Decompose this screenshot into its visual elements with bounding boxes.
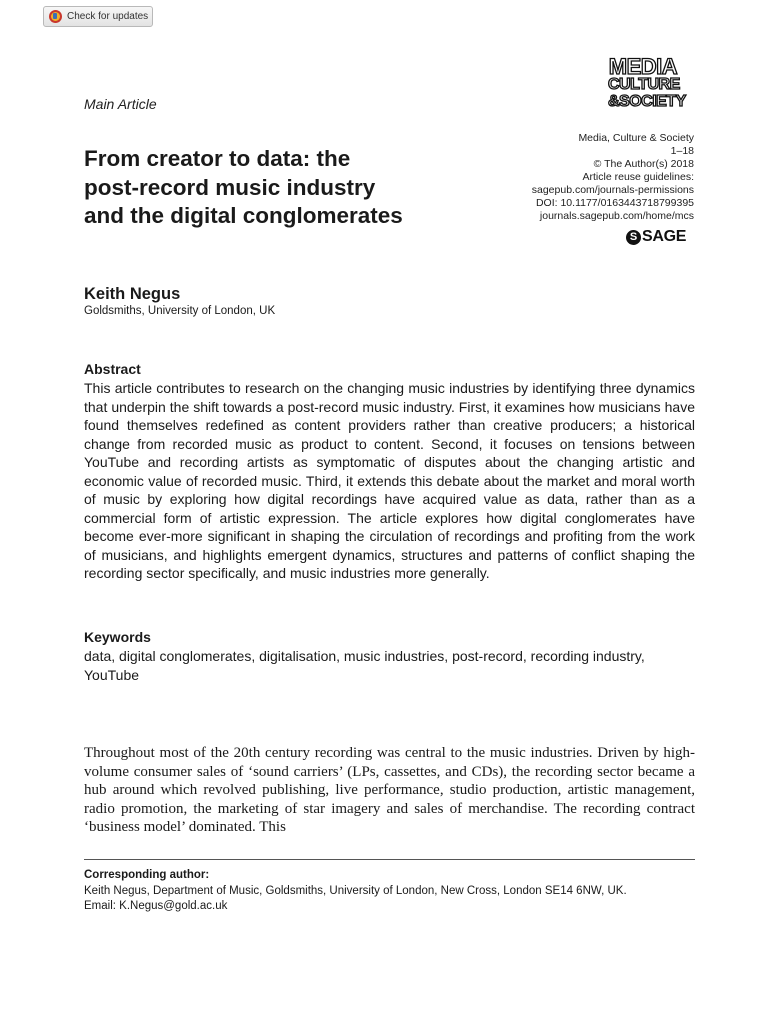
copyright: © The Author(s) 2018 <box>593 158 694 170</box>
footnote-divider <box>84 859 695 860</box>
check-for-updates-label: Check for updates <box>67 11 149 22</box>
corresponding-details <box>84 884 695 914</box>
journal-name: Media, Culture & Society <box>578 132 694 144</box>
page-range: 1–18 <box>670 145 694 157</box>
title-line-1: From creator to data: the <box>84 146 351 171</box>
title-line-2: post-record music industry <box>84 174 376 200</box>
article-title <box>84 145 504 231</box>
reuse-label: Article reuse guidelines: <box>582 171 694 183</box>
sage-icon: S <box>626 230 641 245</box>
logo-line-society: &SOCIETY <box>608 93 686 110</box>
abstract-heading: Abstract <box>84 361 141 377</box>
abstract-text: This article contributes to research on the changing music industries by identifying three dynamics that underpin the shift towards a post-record music industry. First, it examines how musicians have found themselves redefined as content providers rather than creative producers; a historical change from recorded music as product to content. Second, it focuses on tensions between YouTube and recording artists as symptomatic of disputes about the changing artistic and economic value of recorded music. Third, it extends this debate about the market and moral worth of music by exploring how digital recordings have acquired value as data, rather than as a commercial form of artistic expression. The article explores how digital conglomerates have become ever-more significant in shaping the circulation of recordings and profiting from the work of musicians, and highlights emergent dynamics, structures and patterns of conflict shaping the recording sector specifically, and music industries more generally. <box>84 380 695 581</box>
reuse-link[interactable]: sagepub.com/journals-permissions <box>531 184 694 196</box>
crossmark-icon <box>49 10 62 23</box>
sage-wordmark: SAGE <box>642 228 687 245</box>
corresponding-email[interactable]: Email: K.Negus@gold.ac.uk <box>84 900 228 912</box>
doi[interactable]: DOI: 10.1177/0163443718799395 <box>535 197 694 209</box>
author-name: Keith Negus <box>84 285 181 303</box>
keywords-text: data, digital conglomerates, digitalisation, music industries, post-record, recording industry, YouTube <box>84 648 645 683</box>
section-label: Main Article <box>84 96 157 112</box>
logo-line-media: MEDIA <box>608 54 678 79</box>
publisher-logo <box>626 228 686 246</box>
journal-logo <box>608 54 686 110</box>
corresponding-heading: Corresponding author: <box>84 869 210 881</box>
body-paragraph: Throughout most of the 20th century recording was central to the music industries. Driven by high-volume consumer sales of ‘sound carriers’ (LPs, cassettes, and CDs), the recording sector became a hub around which revolved publishing, live performance, studio production, artistic management, radio promotion, the marketing of star imagery and sales of merchandise. The recording contract ‘business model’ dominated. This <box>84 745 695 835</box>
journal-home-link[interactable]: journals.sagepub.com/home/mcs <box>539 210 694 222</box>
corresponding-address: Keith Negus, Department of Music, Goldsmiths, University of London, New Cross, London SE14 6NW, UK. <box>84 885 627 897</box>
title-line-3: and the digital conglomerates <box>84 203 403 228</box>
author-affiliation: Goldsmiths, University of London, UK <box>84 305 276 317</box>
logo-line-culture: CULTURE <box>608 76 680 93</box>
keywords-heading: Keywords <box>84 629 151 645</box>
journal-meta <box>532 132 694 223</box>
check-for-updates-button[interactable] <box>43 6 153 27</box>
